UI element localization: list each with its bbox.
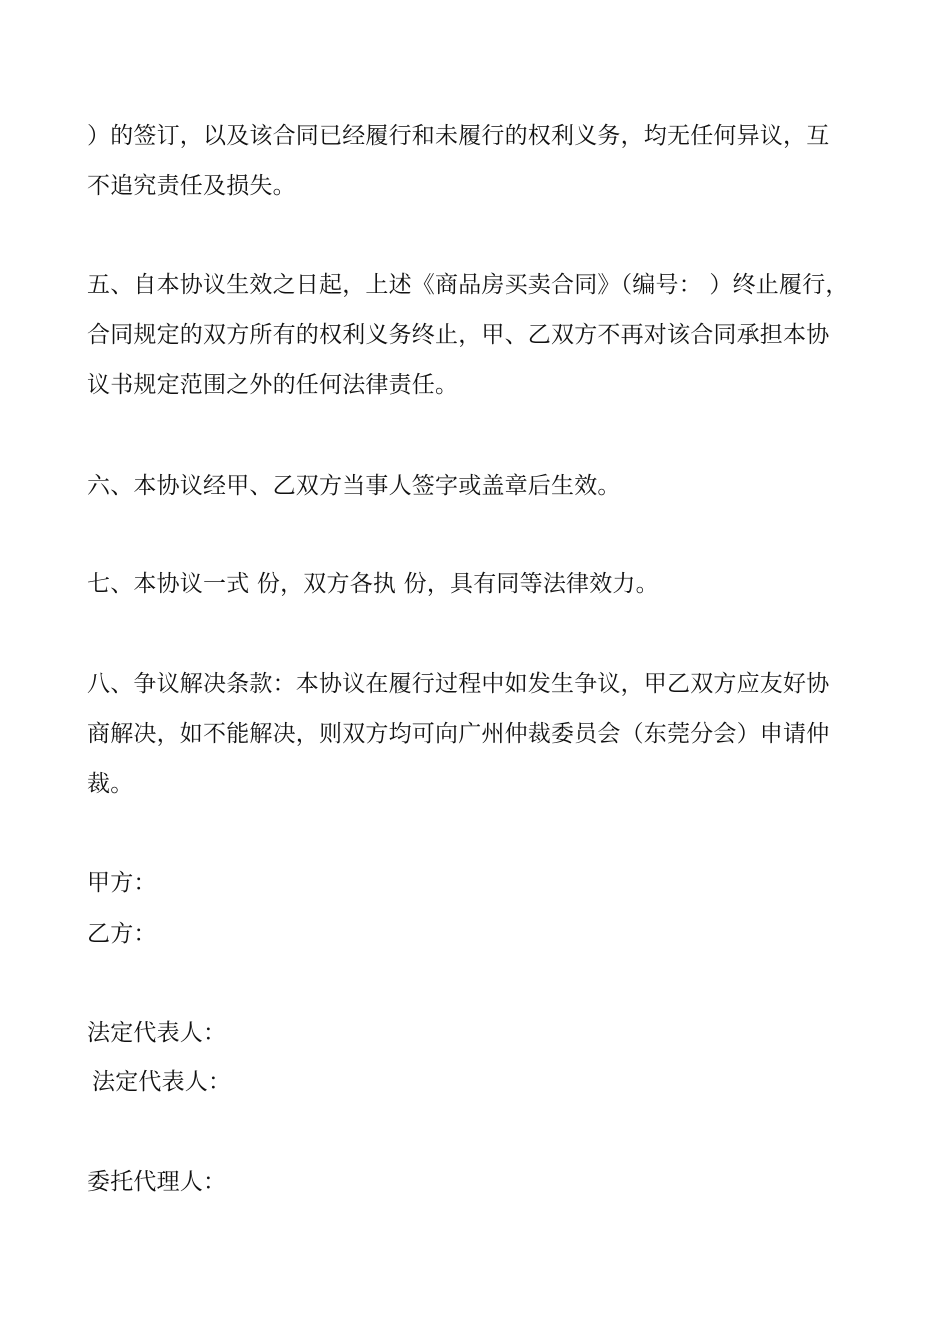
party-b-label: 乙方： [87,921,157,947]
authorized-agent-label: 委托代理人： [87,1169,227,1195]
party-a-label: 甲方： [87,870,157,896]
clause-5-line-2: 合同规定的双方所有的权利义务终止，甲、乙双方不再对该合同承担本协 [87,322,830,348]
clause-8-line-1: 八、争议解决条款：本协议在履行过程中如发生争议，甲乙双方应友好协 [87,671,830,697]
legal-representative-label-2: 法定代表人： [92,1069,232,1095]
clause-6: 六、本协议经甲、乙双方当事人签字或盖章后生效。 [87,473,621,499]
clause-5-line-3: 议书规定范围之外的任何法律责任。 [87,372,459,398]
clause-5-line-1: 五、自本协议生效之日起，上述《商品房买卖合同》（编号： ）终止履行， [87,272,849,298]
clause-4-line-1: ）的签订，以及该合同已经履行和未履行的权利义务，均无任何异议，互 [87,123,830,149]
clause-8-line-3: 裁。 [87,771,134,797]
legal-representative-label-1: 法定代表人： [87,1020,227,1046]
clause-4-line-2: 不追究责任及损失。 [87,173,296,199]
clause-7: 七、本协议一式 份，双方各执 份，具有同等法律效力。 [87,571,659,597]
clause-8-line-2: 商解决，如不能解决，则双方均可向广州仲裁委员会（东莞分会）申请仲 [87,721,830,747]
